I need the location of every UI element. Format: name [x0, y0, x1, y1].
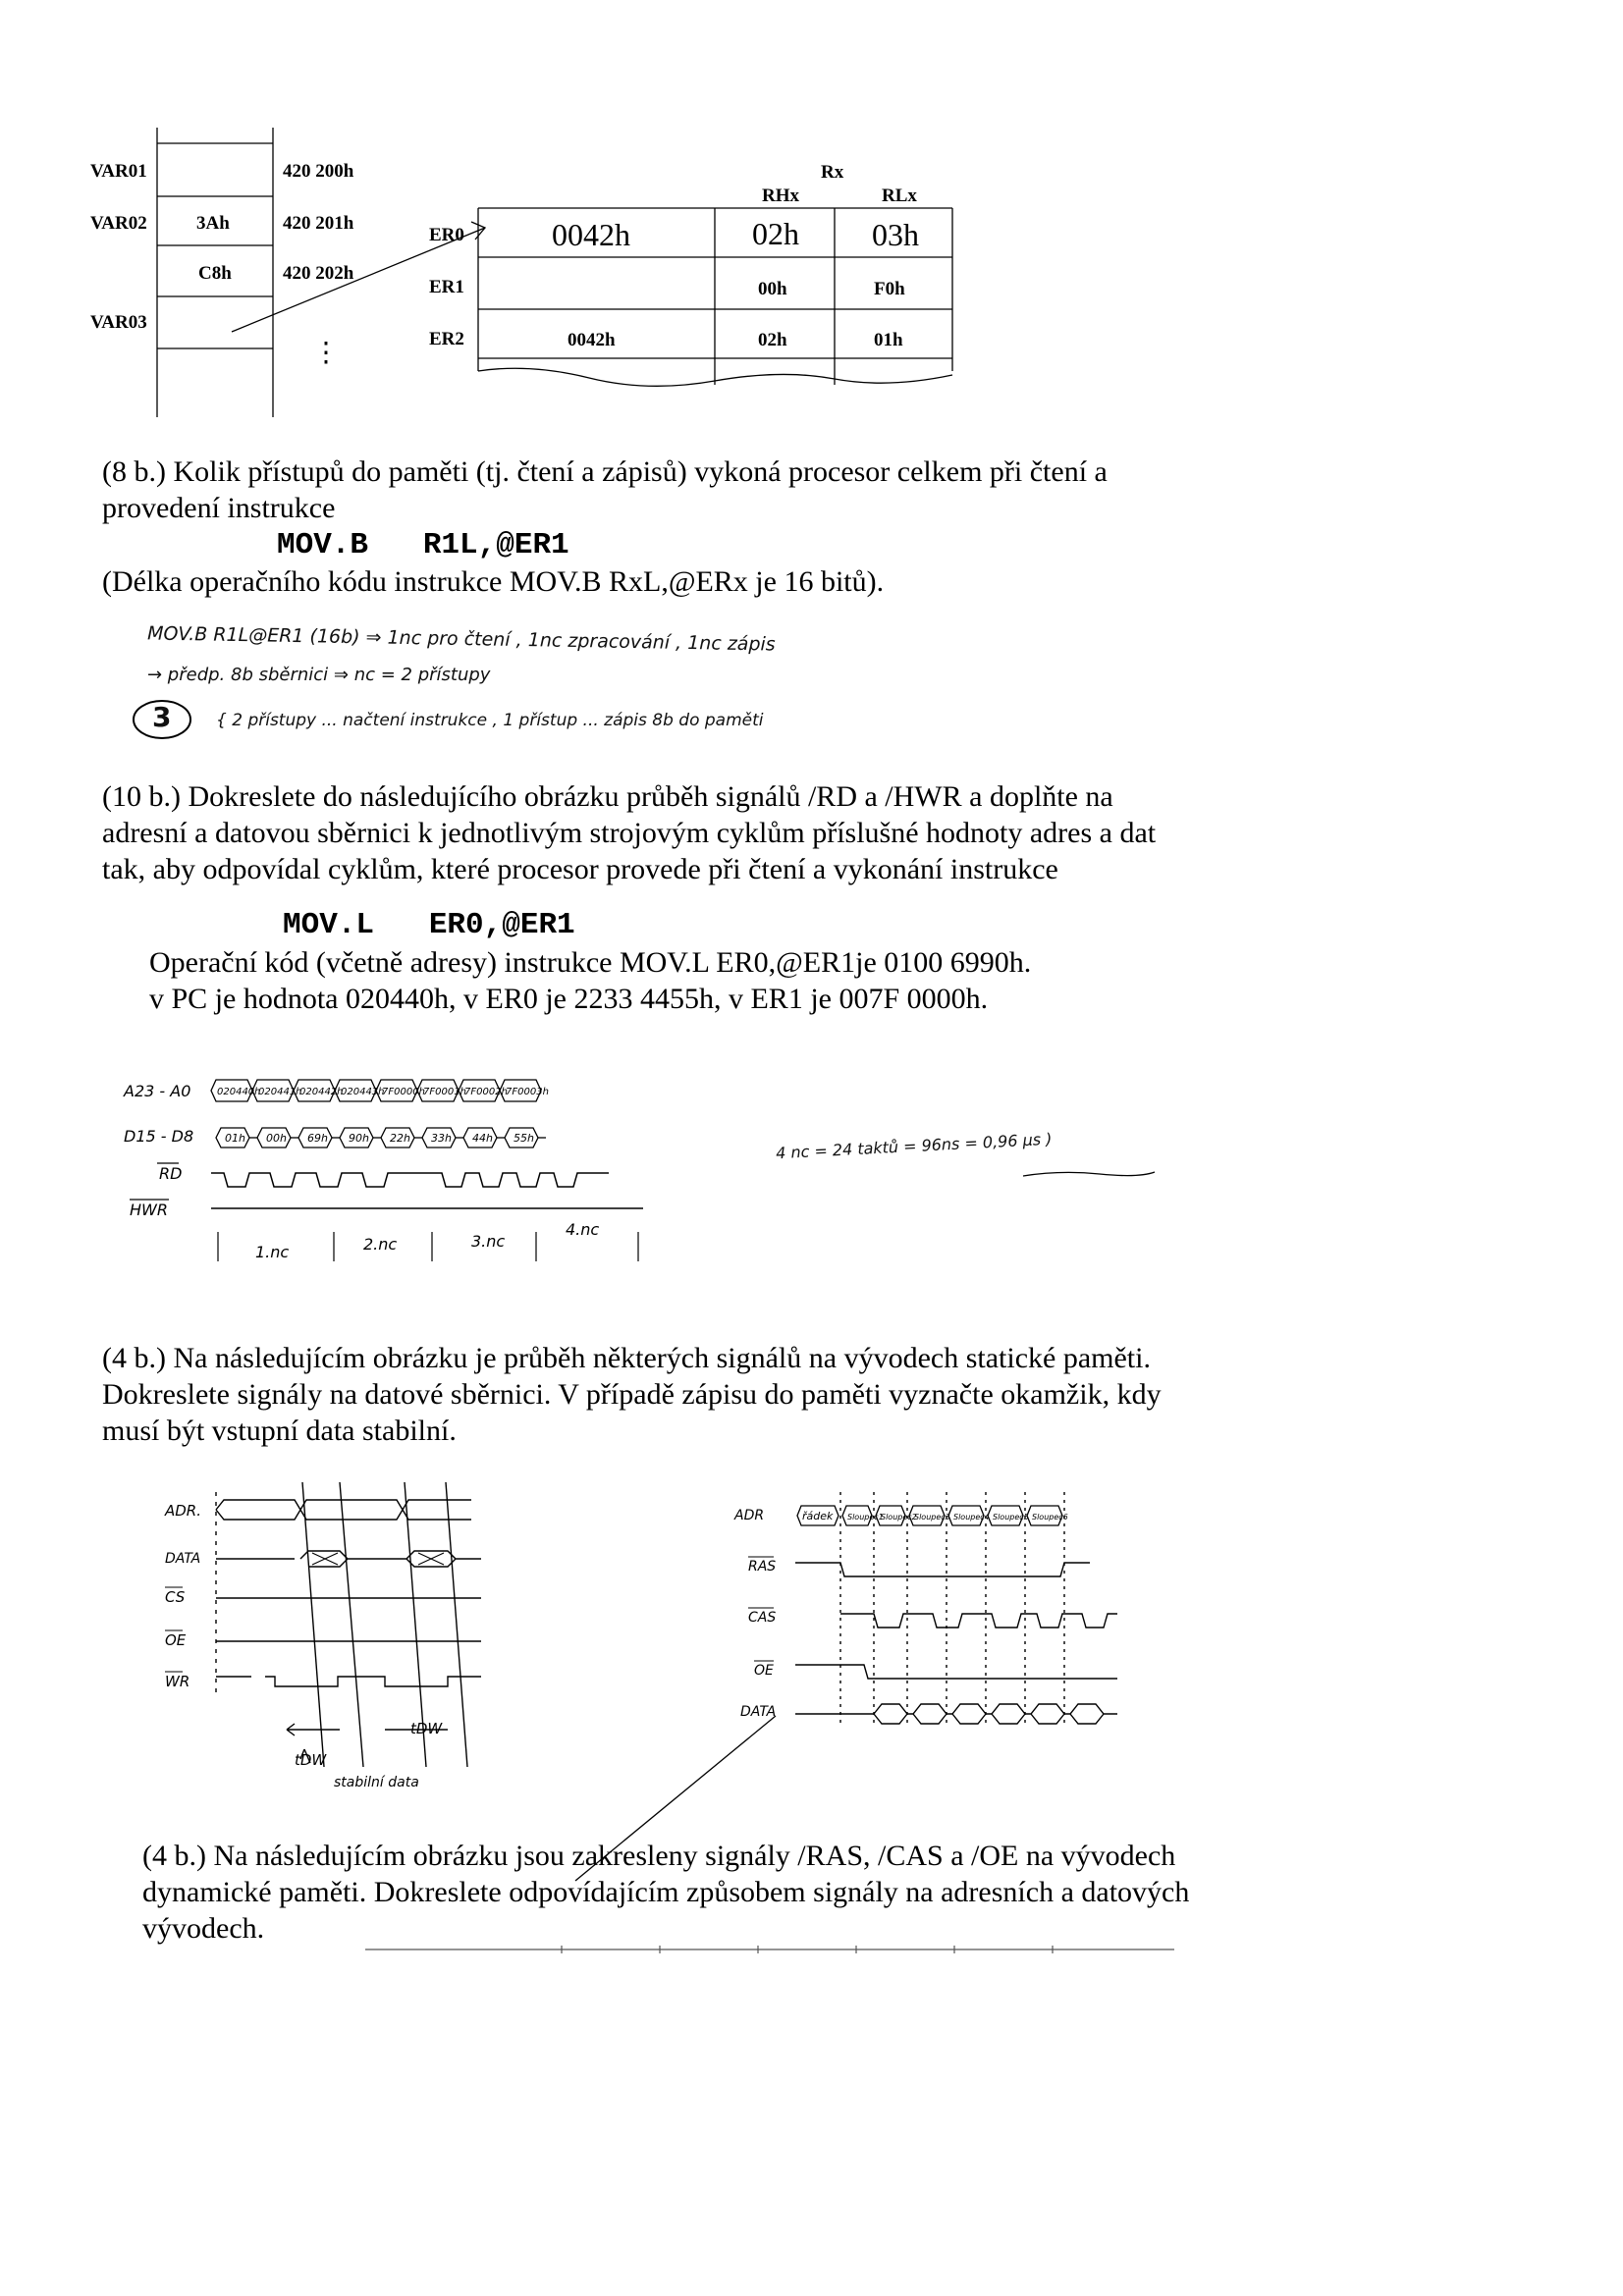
- cycle-label-2: 2.nc: [363, 1235, 398, 1254]
- dram-address-value: Sloupec3: [914, 1513, 950, 1522]
- address-bus-value: 7F0000h: [382, 1087, 425, 1097]
- data-bus-value: 55h: [514, 1132, 534, 1145]
- dram-address-value: řádek: [802, 1510, 834, 1522]
- q4-line-1: (4 b.) Na následujícím obrázku jsou zakresleny signály /RAS, /CAS a /OE na vývodech: [142, 1840, 1176, 1872]
- q2-line-1: (10 b.) Dokreslete do následujícího obrázku průběh signálů /RD a /HWR a doplňte na: [102, 780, 1113, 813]
- address-bus-value: 7F0003h: [506, 1087, 549, 1097]
- q1-line-1: (8 b.) Kolik přístupů do paměti (tj. čtení a zápisů) vykoná procesor celkem při čtení a: [102, 455, 1108, 488]
- q1-line-2: provedení instrukce: [102, 492, 336, 524]
- q2-line-3: tak, aby odpovídal cyklům, které procesor provede při čtení a vykonání instrukce: [102, 853, 1058, 885]
- sram-label-adr: ADR.: [165, 1502, 202, 1520]
- dram-address-cells: [797, 1506, 1068, 1525]
- memory-cell-1: 3Ah: [196, 213, 230, 234]
- signal-label-address: A23 - A0: [124, 1082, 191, 1100]
- q2-line-2: adresní a datovou sběrnici k jednotlivým strojovým cyklům příslušné hodnoty adres a dat: [102, 817, 1157, 849]
- sram-label-data: DATA: [165, 1551, 201, 1567]
- data-bus-value: 01h: [225, 1132, 245, 1145]
- cycle-label-3: 3.nc: [471, 1232, 506, 1251]
- q3-line-3: musí být vstupní data stabilní.: [102, 1415, 457, 1447]
- q1-line-3: (Délka operačního kódu instrukce MOV.B RxL,@ERx je 16 bitů).: [102, 565, 885, 598]
- signal-label-rd: RD: [159, 1164, 183, 1183]
- register-er0-e: 0042h: [552, 217, 630, 252]
- register-er0-rh: 02h: [752, 216, 799, 251]
- sram-label-oe: OE: [165, 1631, 187, 1649]
- register-name-er0: ER0: [429, 225, 464, 245]
- memory-ellipsis: ⋮: [312, 338, 340, 368]
- data-bus-value: 22h: [390, 1132, 410, 1145]
- memory-address-1: 420 201h: [283, 213, 354, 234]
- cycle-label-1: 1.nc: [255, 1243, 290, 1261]
- dram-address-value: Sloupec2: [881, 1513, 917, 1522]
- signal-label-data: D15 - D8: [124, 1127, 194, 1146]
- q4-line-2: dynamické paměti. Dokreslete odpovídajícím způsobem signály na adresních a datových: [142, 1876, 1190, 1908]
- dram-address-value: Sloupec6: [1032, 1513, 1068, 1522]
- data-bus-value: 00h: [266, 1132, 287, 1145]
- register-name-er2: ER2: [429, 329, 464, 349]
- register-er1-rl: F0h: [874, 279, 905, 299]
- address-bus-value: 020441h: [258, 1087, 302, 1097]
- register-col-rh: RHx: [762, 186, 799, 206]
- memory-label-var03: VAR03: [90, 312, 147, 333]
- q1-answer-number: 3: [152, 701, 172, 733]
- dram-address-value: Sloupec1: [847, 1513, 884, 1522]
- memory-address-0: 420 200h: [283, 161, 354, 182]
- register-er2-e: 0042h: [568, 330, 616, 350]
- bus-timing-diagram: [108, 1045, 658, 1271]
- sram-label-tdw-2: tDW: [410, 1720, 443, 1737]
- register-name-er1: ER1: [429, 277, 464, 297]
- register-er0-rl: 03h: [872, 217, 919, 252]
- dram-address-value: Sloupec4: [953, 1513, 990, 1522]
- cycle-label-4: 4.nc: [566, 1220, 600, 1239]
- sram-label-stable-data: stabilní data: [334, 1775, 419, 1790]
- signal-label-hwr: HWR: [130, 1201, 168, 1219]
- dram-label-oe: OE: [754, 1663, 774, 1679]
- q1-handwritten-2: → předp. 8b sběrnici ⇒ nc = 2 přístupy: [147, 665, 491, 685]
- dram-address-value: Sloupec5: [993, 1513, 1029, 1522]
- memory-register-diagram: [0, 0, 1623, 442]
- q2-code: MOV.L ER0,@ER1: [283, 908, 575, 942]
- address-bus-value: 020440h: [217, 1087, 261, 1097]
- q2-line-5: v PC je hodnota 020440h, v ER0 je 2233 4455h, v ER1 je 007F 0000h.: [149, 983, 989, 1015]
- dram-label-data: DATA: [740, 1704, 777, 1720]
- register-er1-rh: 00h: [758, 279, 787, 299]
- address-bus-cells: [211, 1080, 549, 1101]
- data-bus-value: 33h: [431, 1132, 452, 1145]
- memory-address-2: 420 202h: [283, 263, 354, 284]
- q3-line-2: Dokreslete signály na datové sběrnici. V případě zápisu do paměti vyznačte okamžik, kdy: [102, 1378, 1162, 1411]
- address-bus-value: 7F0001h: [423, 1087, 466, 1097]
- memory-label-var02: VAR02: [90, 213, 147, 234]
- dram-timing-diagram: [727, 1472, 1257, 1767]
- q3-line-1: (4 b.) Na následujícím obrázku je průběh některých signálů na vývodech statické paměti.: [102, 1342, 1151, 1374]
- q4-line-3: vývodech.: [142, 1912, 265, 1945]
- data-bus-value: 69h: [307, 1132, 328, 1145]
- q1-handwritten-1: MOV.B R1L@ER1 (16b) ⇒ 1nc pro čtení , 1nc zpracování , 1nc zápis: [146, 622, 776, 656]
- register-group-title: Rx: [821, 162, 844, 183]
- rd-waveform: [211, 1173, 609, 1187]
- sram-label-tdw-1: tDW: [295, 1751, 327, 1769]
- q1-handwritten-3: { 2 přístupy ... načtení instrukce , 1 přístup ... zápis 8b do paměti: [216, 711, 764, 730]
- dram-label-ras: RAS: [748, 1559, 777, 1575]
- q2-line-4: Operační kód (včetně adresy) instrukce MOV.L ER0,@ER1je 0100 6990h.: [149, 946, 1032, 979]
- data-bus-cells: [216, 1128, 546, 1148]
- timing-note: 4 nc = 24 taktů = 96ns = 0,96 µs ): [775, 1129, 1053, 1163]
- address-bus-value: 020443h: [341, 1087, 385, 1097]
- sram-label-wr: WR: [165, 1673, 190, 1690]
- data-bus-value: 90h: [349, 1132, 369, 1145]
- register-col-rl: RLx: [882, 186, 917, 206]
- timing-note-underline: [1021, 1168, 1159, 1180]
- data-bus-value: 44h: [472, 1132, 493, 1145]
- memory-label-var01: VAR01: [90, 161, 147, 182]
- q1-code: MOV.B R1L,@ER1: [277, 528, 569, 562]
- sram-label-cs: CS: [165, 1588, 186, 1606]
- memory-cell-2: C8h: [198, 263, 232, 284]
- register-er2-rl: 01h: [874, 330, 903, 350]
- q4-dram-axis: [363, 1940, 1178, 1959]
- sram-timing-diagram: [157, 1472, 511, 1796]
- address-bus-value: 020442h: [299, 1087, 344, 1097]
- register-er2-rh: 02h: [758, 330, 787, 350]
- dram-label-adr: ADR: [734, 1508, 765, 1523]
- dram-label-cas: CAS: [748, 1610, 777, 1626]
- address-bus-value: 7F0002h: [464, 1087, 508, 1097]
